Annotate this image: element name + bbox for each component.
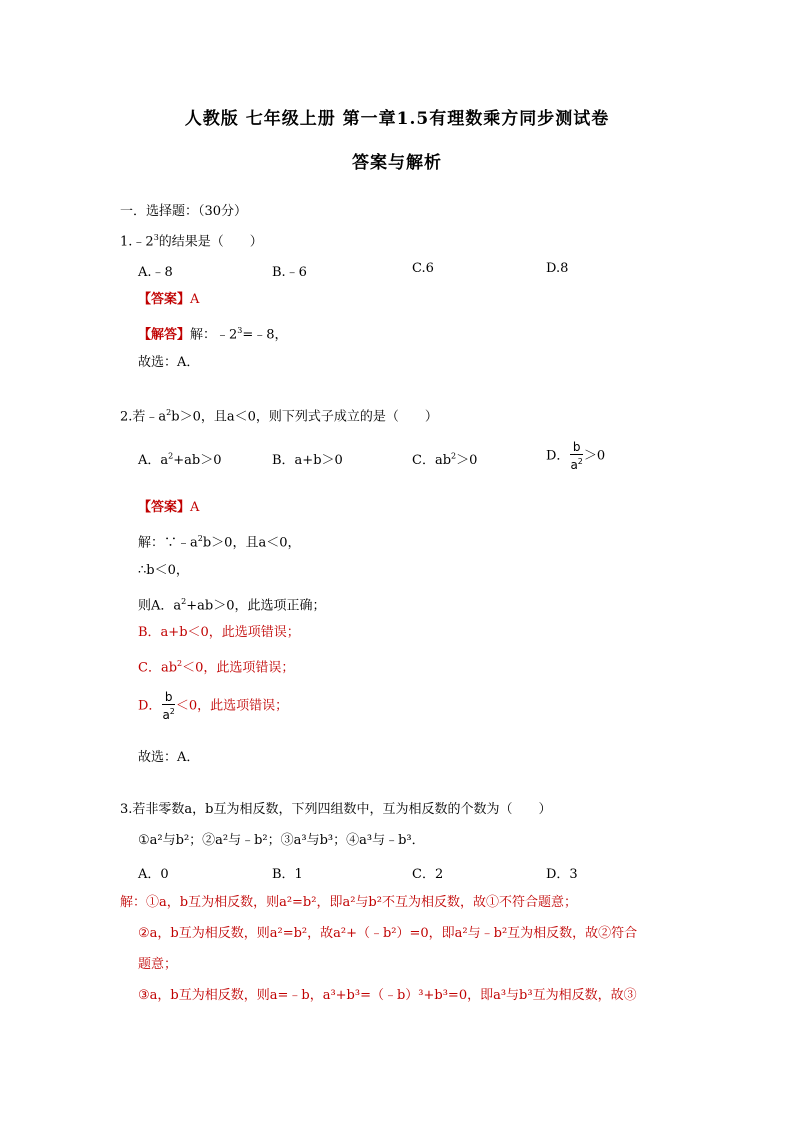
fraction-b-over-a-squared: $\frac{b}{a^2}$ [570, 440, 583, 472]
q2-solution-3: 则A．$a^2+ab>0$，此选项正确； [138, 597, 326, 614]
q3-option-b: B．1 [272, 867, 303, 882]
q3-groups: ①a²与b²；②a²与﹣b²；③a³与b³；④a³与﹣b³． [138, 833, 425, 848]
q3-option-d: D．3 [546, 867, 578, 882]
document-title: 人教版 七年级上册 第一章1.5有理数乘方同步测试卷 [184, 109, 610, 129]
q2-choose: 故选：A． [138, 750, 200, 765]
q1-choose: 故选：A． [138, 355, 200, 370]
q3-option-a: A．0 [138, 867, 169, 882]
q3-solution-2a: ②a，b互为相反数，则a²=b²，故a²+（﹣b²）=0，即a²与﹣b²互为相反数，故②符合 [138, 926, 638, 941]
q1-option-b: B.﹣6 [272, 265, 307, 280]
q2-solution-6: D． $\frac{b}{a^2}$ ＜0，此选项错误； [138, 690, 289, 722]
q2-answer: 【答案】A [138, 500, 200, 515]
document-subtitle: 答案与解析 [352, 153, 442, 173]
q2-solution-5: C．$ab^2<0$，此选项错误； [138, 659, 295, 676]
q3-option-c: C．2 [412, 867, 444, 882]
q3-stem: 3.若非零数a，b互为相反数，下列四组数中，互为相反数的个数为（ ） [120, 802, 552, 817]
q3-solution-2b: 题意； [138, 957, 178, 972]
q2-solution-1: 解：$\because﹣a^2b>0$，且a＜0， [138, 534, 301, 551]
q1-option-a: A.﹣8 [138, 265, 173, 280]
q3-solution-3: ③a，b互为相反数，则a=﹣b，a³+b³=（﹣b）³+b³=0，即a³与b³互为相反数，故③ [138, 988, 637, 1003]
q3-solution-1: 解：①a，b互为相反数，则a²=b²，即a²与b²不互为相反数，故①不符合题意； [120, 895, 577, 910]
q1-option-c: C.6 [412, 261, 434, 276]
q1-solution: 【解答】解：$﹣2^3=﹣8$， [138, 326, 288, 343]
q2-option-b: B．a+b＞0 [272, 453, 343, 468]
q2-option-c: C．$ab^2>0$ [412, 451, 478, 468]
q2-option-a: A．$a^2+ab>0$ [138, 451, 222, 468]
section-heading: 一．选择题：（30分） [120, 204, 248, 219]
q2-option-d: D． $\frac{b}{a^2}$ ＞0 [546, 440, 606, 472]
q1-answer: 【答案】A [138, 292, 200, 307]
q2-stem: 2.若$﹣a^2b>0$，且a＜0，则下列式子成立的是（ ） [120, 408, 438, 425]
q1-stem: $1.﹣2^3$的结果是（ ） [120, 233, 263, 250]
q2-solution-4: B．a+b＜0，此选项错误； [138, 625, 300, 640]
q2-solution-2: ∴b＜0， [138, 563, 189, 578]
q1-option-d: D.8 [546, 261, 569, 276]
fraction-b-over-a-squared: $\frac{b}{a^2}$ [162, 690, 175, 722]
